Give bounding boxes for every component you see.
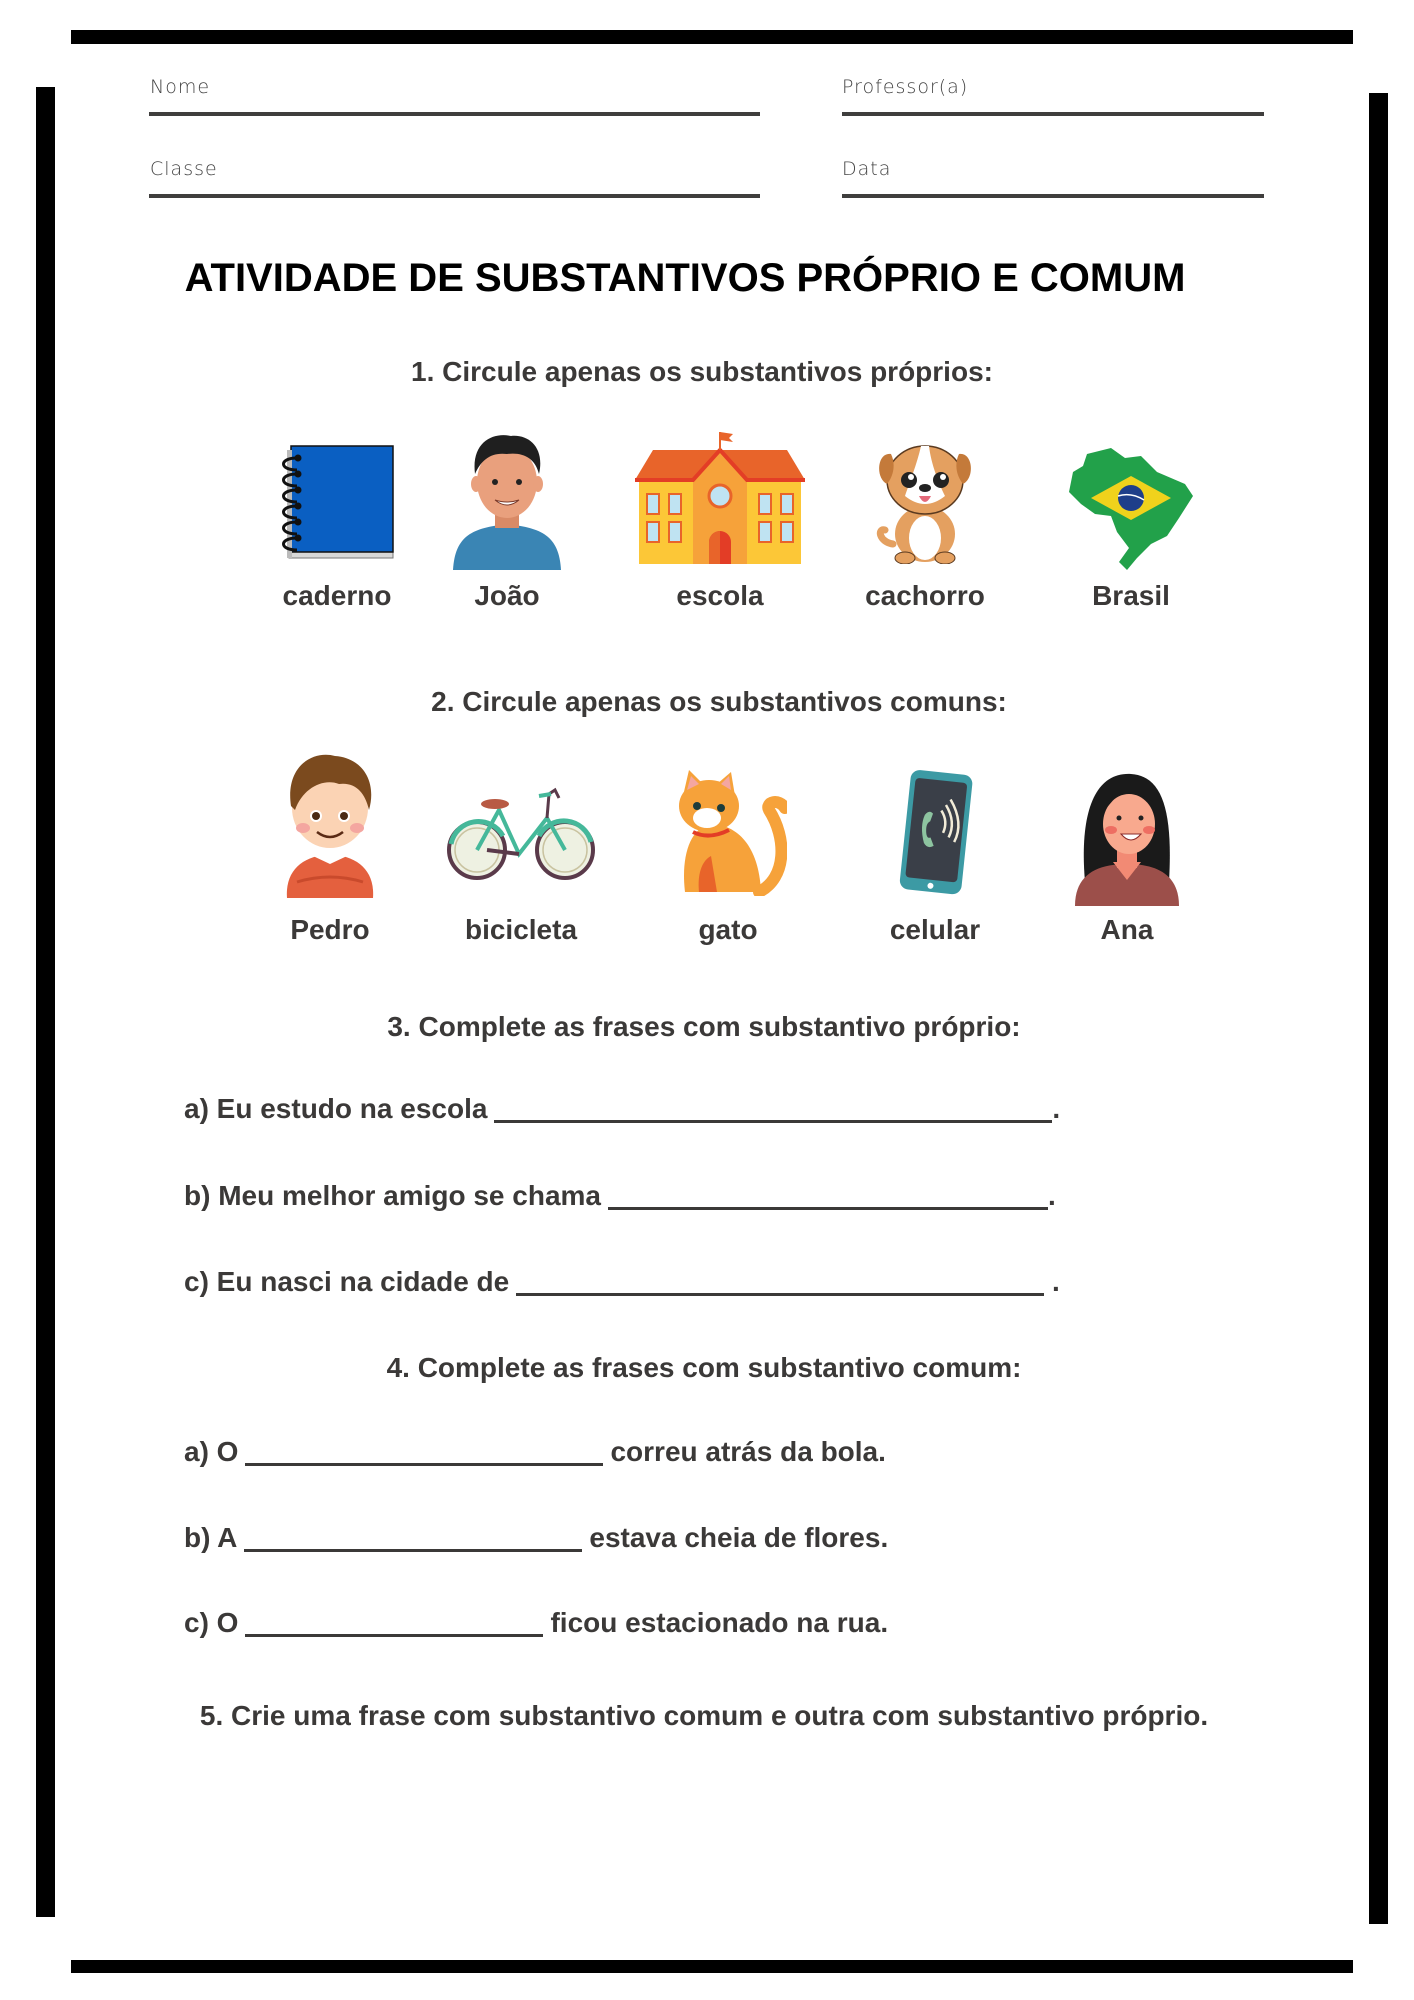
child-boy-icon — [283, 752, 377, 898]
answer-blank[interactable] — [244, 1526, 582, 1552]
answer-blank[interactable] — [494, 1097, 1052, 1123]
name-field-line[interactable] — [149, 112, 760, 116]
item-label: cachorro — [865, 580, 985, 611]
teacher-field-line[interactable] — [842, 112, 1264, 116]
section5-heading: 5. Crie uma frase com substantivo comum e outra com substantivo próprio. — [199, 1700, 1209, 1731]
section3-sentence-a — [184, 1093, 1060, 1125]
item-label: caderno — [282, 580, 392, 611]
name-label: Nome — [150, 76, 211, 98]
brazil-map-icon — [1067, 444, 1195, 572]
teacher-label: Professor(a) — [842, 76, 969, 98]
boy-portrait-icon — [453, 430, 561, 570]
puppy-icon — [873, 434, 977, 564]
answer-blank[interactable] — [516, 1270, 1044, 1296]
answer-blank[interactable] — [245, 1440, 603, 1466]
sentence-text: a) O — [184, 1436, 239, 1467]
sentence-text: c) O — [184, 1607, 239, 1638]
cellphone-icon — [893, 770, 977, 896]
item-label: Pedro — [290, 914, 370, 945]
item-label: gato — [698, 914, 758, 945]
section4-sentence-a — [184, 1436, 886, 1468]
sentence-text: b) A — [184, 1522, 238, 1553]
item-label: celular — [889, 914, 981, 945]
bottom-border-bar — [71, 1960, 1353, 1973]
sentence-end: . — [1052, 1093, 1061, 1124]
section2-heading: 2. Circule apenas os substantivos comuns: — [431, 686, 1007, 717]
section3-sentence-c — [184, 1266, 1060, 1298]
answer-blank[interactable] — [245, 1611, 543, 1637]
bicycle-icon — [447, 784, 595, 882]
notebook-icon — [279, 444, 395, 562]
sentence-text: b) Meu melhor amigo se chama — [184, 1180, 601, 1211]
sentence-end: ficou estacionado na rua. — [550, 1607, 889, 1638]
item-label: Brasil — [1092, 580, 1170, 611]
sentence-text: a) Eu estudo na escola — [184, 1093, 488, 1124]
woman-portrait-icon — [1075, 772, 1179, 906]
sentence-text: c) Eu nasci na cidade de — [184, 1266, 510, 1297]
section4-sentence-c — [184, 1607, 888, 1639]
sentence-end: estava cheia de flores. — [589, 1522, 889, 1553]
item-label: Ana — [1100, 914, 1154, 945]
section3-sentence-b — [184, 1180, 1056, 1212]
cat-icon — [669, 768, 787, 896]
item-label: bicicleta — [464, 914, 578, 945]
section4-sentence-b — [184, 1522, 888, 1554]
item-label: escola — [676, 580, 764, 611]
section1-heading: 1. Circule apenas os substantivos próprios: — [411, 356, 993, 387]
class-field-line[interactable] — [149, 194, 760, 198]
item-label: João — [474, 580, 540, 611]
sentence-end: . — [1044, 1266, 1060, 1297]
section4-heading: 4. Complete as frases com substantivo comum: — [386, 1352, 1022, 1383]
top-border-bar — [71, 30, 1353, 44]
school-building-icon — [633, 430, 807, 564]
date-field-line[interactable] — [842, 194, 1264, 198]
date-label: Data — [842, 158, 892, 180]
section3-heading: 3. Complete as frases com substantivo próprio: — [387, 1011, 1021, 1042]
class-label: Classe — [150, 158, 218, 180]
sentence-end: correu atrás da bola. — [610, 1436, 886, 1467]
sentence-end: . — [1048, 1180, 1056, 1211]
answer-blank[interactable] — [608, 1184, 1048, 1210]
page-title: ATIVIDADE DE SUBSTANTIVOS PRÓPRIO E COMUM — [184, 256, 1186, 300]
